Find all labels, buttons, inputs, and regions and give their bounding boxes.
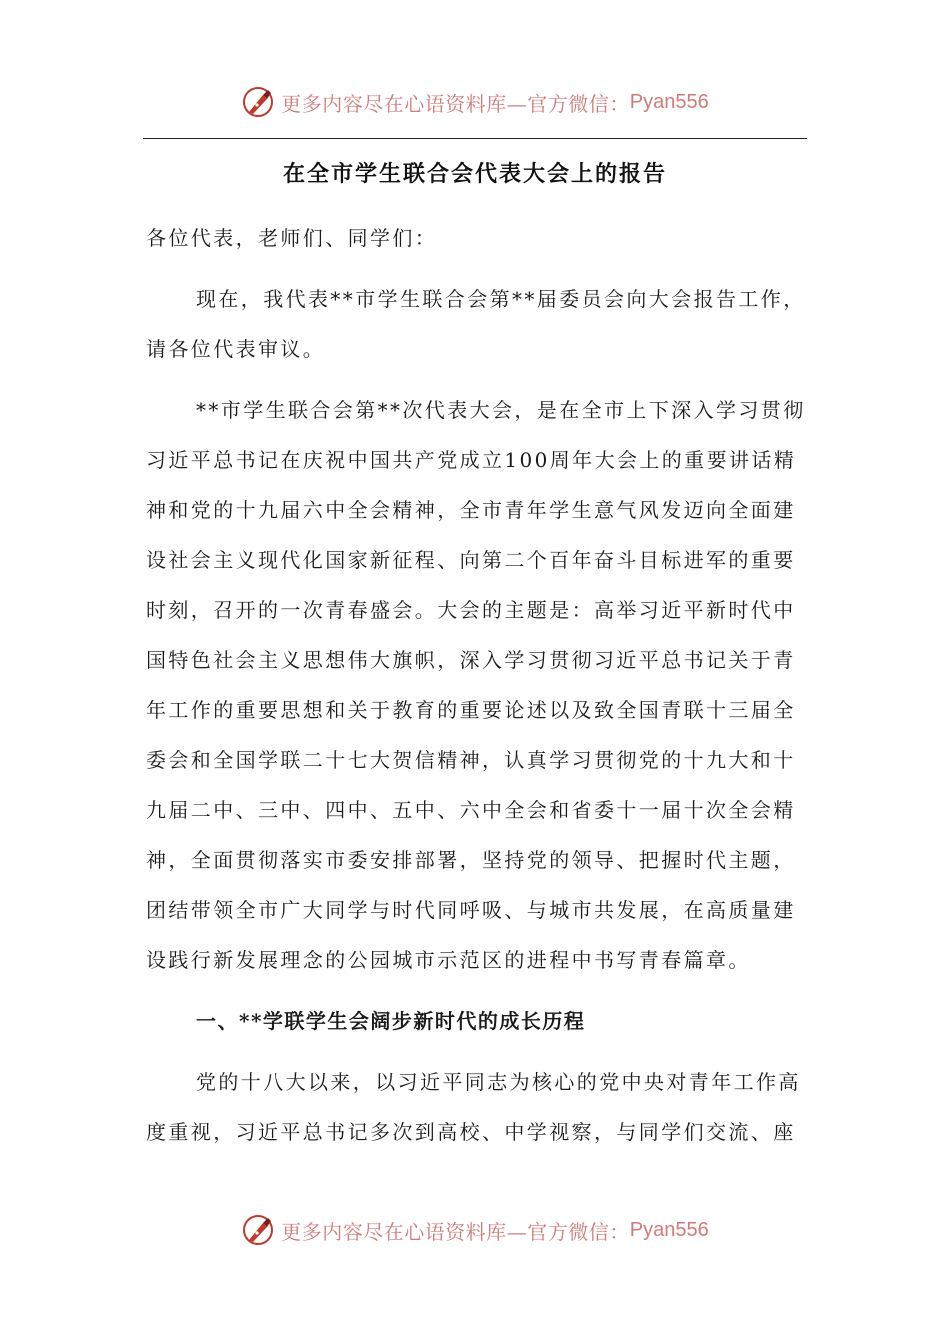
paragraph-line: 年工作的重要思想和关于教育的重要论述以及致全国青联十三届全 [146,698,796,722]
banner-wechat-id: Pyan556 [629,90,709,113]
paragraph-line: 请各位代表审议。 [146,337,326,361]
paragraph-line: 设社会主义现代化国家新征程、向第二个百年奋斗目标进军的重要 [146,548,796,572]
paragraph-line: 设践行新发展理念的公园城市示范区的进程中书写青春篇章。 [146,948,751,972]
paragraph-line: 党的十八大以来，以习近平同志为核心的党中央对青年工作高 [196,1070,801,1094]
pen-nib-logo-icon [241,85,275,119]
paragraph-line: 现在，我代表**市学生联合会第**届委员会向大会报告工作， [196,287,806,311]
section-heading: 一、**学联学生会阔步新时代的成长历程 [196,1009,586,1033]
banner-text: 更多内容尽在心语资料库—官方微信： [281,1219,630,1244]
paragraph-line: 九届二中、三中、四中、五中、六中全会和省委十一届十次全会精 [146,798,796,822]
pen-nib-logo-icon [241,1213,275,1247]
paragraph-line: 时刻，召开的一次青春盛会。大会的主题是：高举习近平新时代中 [146,598,796,622]
salutation: 各位代表，老师们、同学们： [146,226,438,250]
header-banner [0,82,950,122]
paragraph-line: 委会和全国学联二十七大贺信精神，认真学习贯彻党的十九大和十 [146,748,796,772]
banner-wechat-id: Pyan556 [629,1218,709,1241]
paragraph-line: 度重视，习近平总书记多次到高校、中学视察，与同学们交流、座 [146,1120,796,1144]
header-divider [143,138,807,139]
paragraph-line: 国特色社会主义思想伟大旗帜，深入学习贯彻习近平总书记关于青 [146,648,796,672]
banner-text: 更多内容尽在心语资料库—官方微信： [281,91,630,116]
paragraph-line: 神，全面贯彻落实市委安排部署，坚持党的领导、把握时代主题， [146,848,796,872]
paragraph-line: 习近平总书记在庆祝中国共产党成立100周年大会上的重要讲话精 [146,448,797,472]
paragraph-line: 神和党的十九届六中全会精神，全市青年学生意气风发迈向全面建 [146,498,796,522]
paragraph-line: **市学生联合会第**次代表大会，是在全市上下深入学习贯彻 [196,398,806,422]
footer-banner [0,1210,950,1250]
paragraph-line: 团结带领全市广大同学与时代同呼吸、与城市共发展，在高质量建 [146,898,796,922]
document-title: 在全市学生联合会代表大会上的报告 [282,161,667,187]
